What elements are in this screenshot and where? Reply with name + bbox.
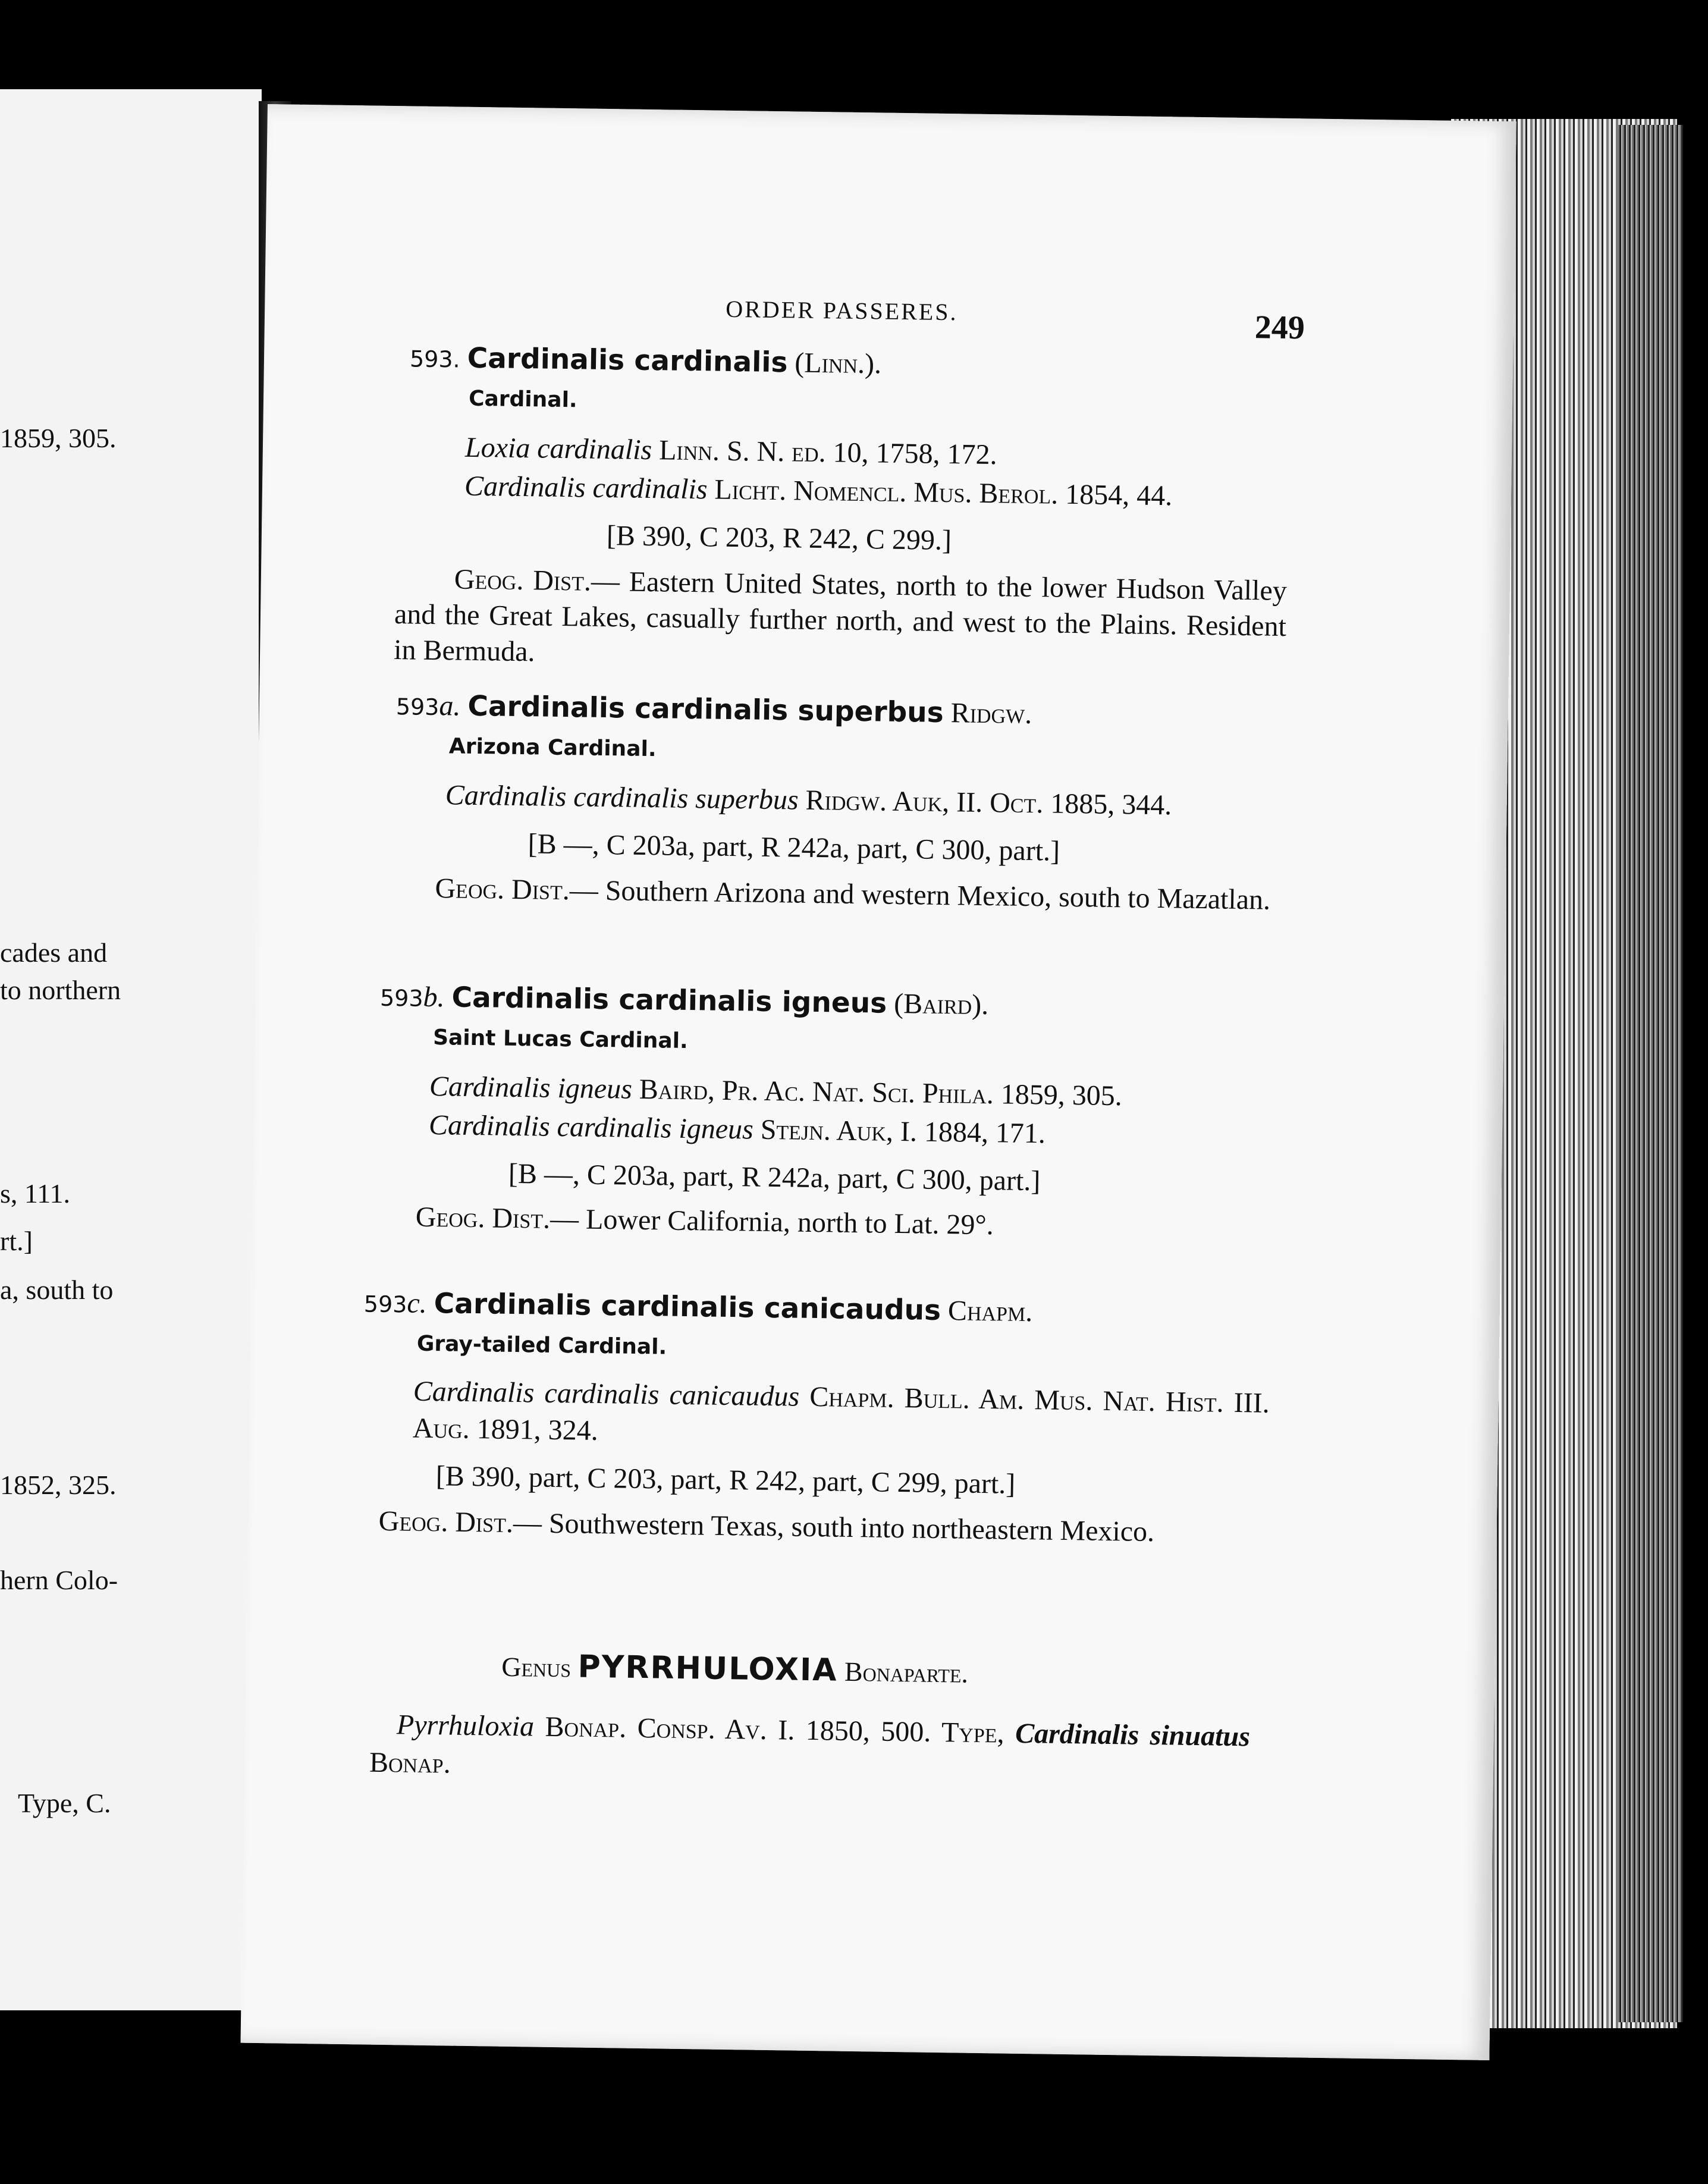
reference-citation: Linn. S. N. ed. 10, 1758, 172. <box>658 434 997 471</box>
type-species: Cardinalis sinuatus <box>1015 1717 1251 1753</box>
left-margin-line: hern Colo- <box>0 1565 118 1595</box>
left-margin-line: rt.] <box>0 1226 33 1256</box>
left-margin-line: cades and <box>0 937 108 968</box>
entry-heading <box>380 980 989 1021</box>
left-margin-line: s, 111. <box>0 1178 70 1209</box>
distribution-label: Geog. Dist. <box>454 563 592 597</box>
left-margin-line: to northern <box>0 975 121 1005</box>
genus-ref-name: Pyrrhuloxia <box>396 1709 535 1743</box>
geographic-distribution <box>381 870 1286 918</box>
common-name: Arizona Cardinal. <box>448 734 657 762</box>
scientific-name: Cardinalis cardinalis igneus <box>451 981 887 1020</box>
common-name: Cardinal. <box>468 386 577 413</box>
entry-heading <box>363 1286 1032 1328</box>
entry-number: 593 <box>363 1291 407 1318</box>
entry-suffix: c. <box>407 1287 428 1319</box>
entry-suffix: a. <box>439 690 461 722</box>
reference-citation: Stejn. Auk, I. 1884, 171. <box>760 1113 1046 1150</box>
distribution-text: — Southwestern Texas, south into northeastern Mexico. <box>513 1507 1155 1548</box>
genus-reference <box>369 1706 1251 1794</box>
reference-line <box>429 1109 1046 1150</box>
type-author: Bonap. <box>369 1746 451 1780</box>
reference-line <box>465 431 997 471</box>
entry-number: 593 <box>395 694 439 721</box>
genus-name: PYRRHULOXIA <box>577 1649 838 1689</box>
entry-number: 593 <box>379 984 423 1012</box>
scientific-name: Cardinalis cardinalis canicaudus <box>434 1287 941 1328</box>
genus-heading <box>501 1648 968 1690</box>
reference-name: Loxia cardinalis <box>464 431 652 466</box>
reference-citation: Licht. Nomencl. Mus. Berol. 1854, 44. <box>714 473 1173 512</box>
reference-citation: Ridgw. Auk, II. Oct. 1885, 344. <box>805 784 1172 821</box>
left-page <box>0 89 262 2010</box>
author: Chapm. <box>947 1295 1033 1328</box>
entry-heading <box>410 341 882 380</box>
page-edges-dark <box>1618 125 1683 2022</box>
genus-prefix: Genus <box>501 1651 572 1683</box>
left-margin-line: a, south to <box>0 1275 114 1305</box>
bracket-reference: [B 390, C 203, R 242, C 299.] <box>606 520 952 557</box>
scientific-name: Cardinalis cardinalis superbus <box>467 689 944 729</box>
author: (Linn.). <box>795 347 882 380</box>
common-name: Gray-tailed Cardinal. <box>416 1331 667 1360</box>
bracket-reference: [B —, C 203a, part, R 242a, part, C 300, part.] <box>528 828 1060 867</box>
author: Ridgw. <box>950 697 1032 730</box>
reference-line <box>445 779 1172 821</box>
distribution-text: — Lower California, north to Lat. 29°. <box>550 1203 994 1241</box>
reference-citation: Baird, Pr. Ac. Nat. Sci. Phila. 1859, 305. <box>639 1073 1123 1112</box>
distribution-text: — Southern Arizona and western Mexico, south to Mazatlan. <box>569 874 1271 916</box>
geographic-distribution <box>394 561 1287 680</box>
distribution-label: Geog. Dist. <box>378 1505 514 1539</box>
reference-line <box>429 1070 1123 1112</box>
left-margin-line: 1852, 325. <box>0 1470 117 1500</box>
bracket-reference: [B —, C 203a, part, R 242a, part, C 300, part.] <box>508 1157 1041 1197</box>
author: (Baird). <box>893 987 989 1021</box>
reference-citation: Chapm. Bull. Am. Mus. Nat. Hist. III. Aug. 1891, 324. <box>412 1380 1270 1446</box>
reference-line <box>464 470 1173 513</box>
common-name: Saint Lucas Cardinal. <box>432 1025 688 1054</box>
distribution-text: — Eastern United States, north to the lower Hudson Valley and the Great Lakes, casually further north, and west to the Plains. Resident in Bermuda. <box>393 565 1288 668</box>
reference-name: Cardinalis cardinalis canicaudus <box>413 1375 800 1413</box>
scientific-name: Cardinalis cardinalis <box>467 341 788 379</box>
bracket-reference: [B 390, part, C 203, part, R 242, part, C 299, part.] <box>435 1460 1016 1500</box>
entry-suffix: b. <box>423 981 445 1013</box>
geographic-distribution <box>416 1201 994 1242</box>
genus-author: Bonaparte. <box>844 1656 969 1689</box>
geographic-distribution <box>351 1503 1256 1551</box>
reference-name: Cardinalis igneus <box>429 1070 633 1105</box>
left-margin-line: Type, C. <box>18 1788 111 1818</box>
entry-number: 593. <box>409 346 460 373</box>
reference-name: Cardinalis cardinalis <box>464 470 708 506</box>
entry-heading <box>396 689 1032 730</box>
reference-name: Cardinalis cardinalis superbus <box>445 779 799 816</box>
genus-ref-citation: Bonap. Consp. Av. I. 1850, 500. Type, <box>545 1711 1004 1749</box>
reference-name: Cardinalis cardinalis igneus <box>428 1109 754 1146</box>
running-header: ORDER PASSERES. <box>725 295 958 326</box>
page-number: 249 <box>1254 309 1305 347</box>
left-margin-line: 1859, 305. <box>0 423 117 453</box>
distribution-label: Geog. Dist. <box>435 873 570 906</box>
reference-line <box>413 1373 1270 1459</box>
distribution-label: Geog. Dist. <box>415 1201 551 1235</box>
right-page <box>240 104 1516 2060</box>
